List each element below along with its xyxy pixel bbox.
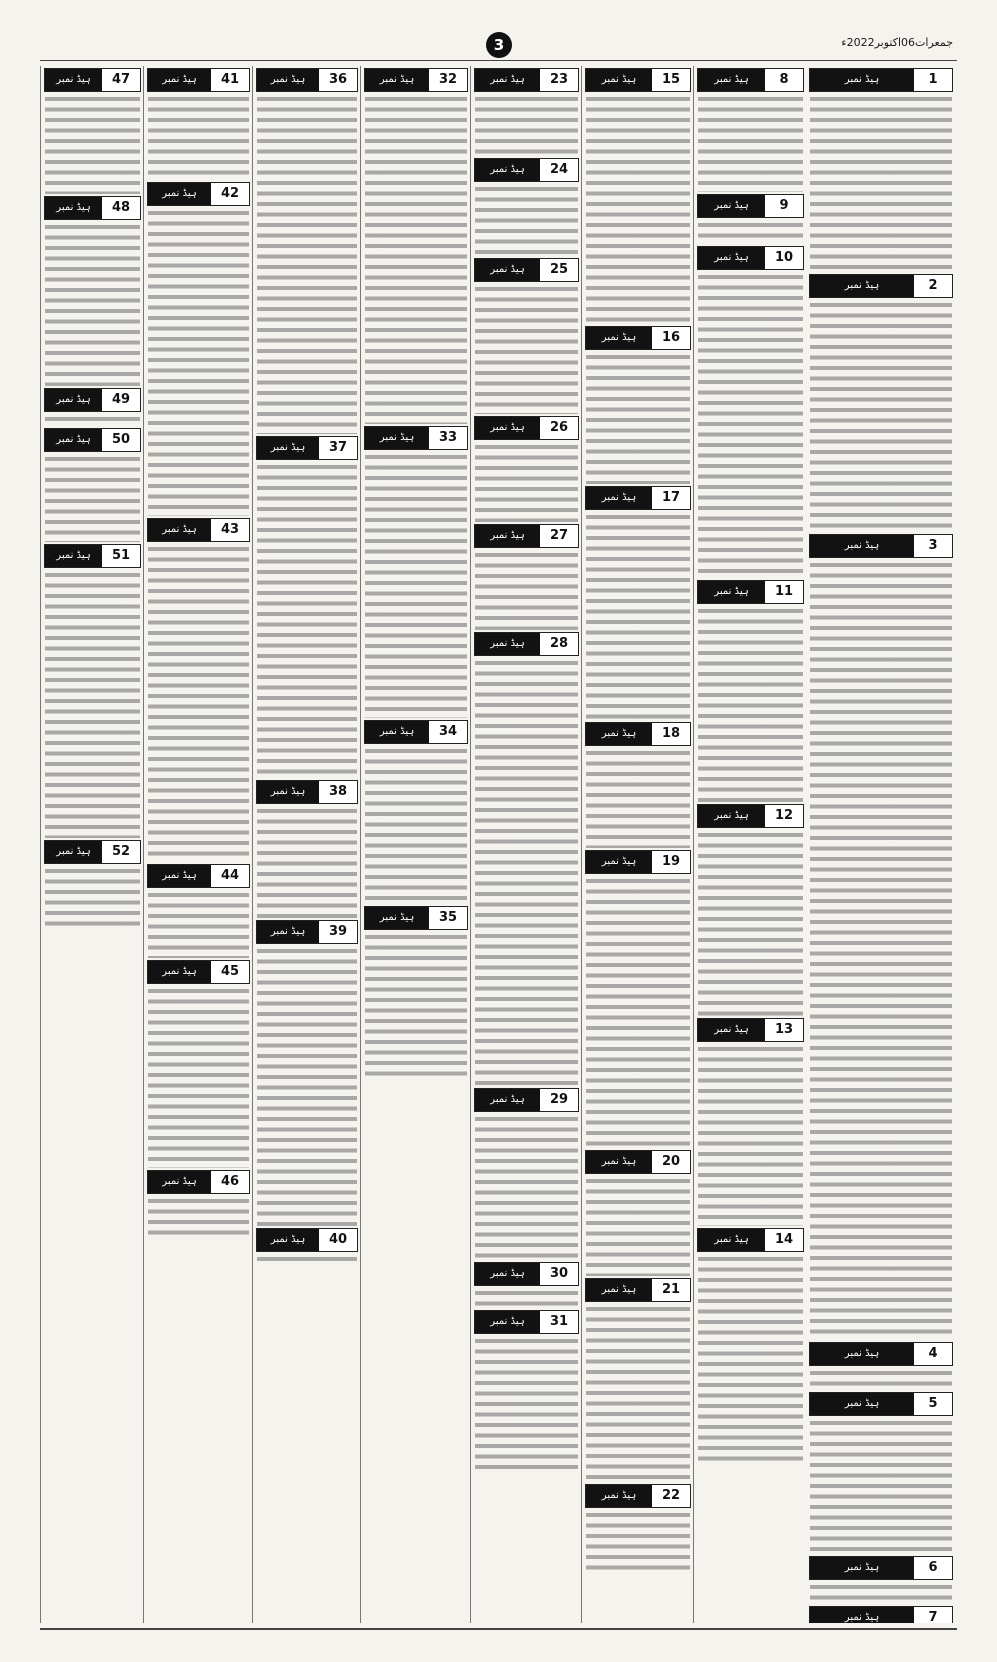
- notice-item: [253, 920, 361, 1226]
- notice-number: 51: [102, 545, 140, 567]
- notice-body-text: [586, 876, 690, 1148]
- notice-header-label: ہیڈ نمبر: [698, 1019, 765, 1041]
- notice-number: 17: [652, 487, 690, 509]
- notice-number: 46: [211, 1171, 249, 1193]
- notice-number: 28: [540, 633, 578, 655]
- notice-number: 6: [914, 1557, 952, 1579]
- notice-header: [474, 158, 579, 182]
- notice-item: [41, 544, 144, 838]
- notice-number: 42: [211, 183, 249, 205]
- notice-item: [144, 68, 253, 180]
- notice-number: 9: [765, 195, 803, 217]
- notice-header-label: ہیڈ نمبر: [810, 1393, 914, 1415]
- notice-header: [147, 182, 250, 206]
- notice-number: 35: [429, 907, 467, 929]
- notice-number: 36: [319, 69, 357, 91]
- notice-body-text: [257, 1254, 357, 1266]
- notice-header-label: ہیڈ نمبر: [45, 69, 102, 91]
- notice-header-label: ہیڈ نمبر: [475, 1263, 540, 1285]
- notice-header-label: ہیڈ نمبر: [365, 69, 429, 91]
- notice-header: [364, 906, 468, 930]
- notice-item: [41, 388, 144, 426]
- notice-number: 4: [914, 1343, 952, 1365]
- notice-item: [806, 68, 956, 272]
- notice-number: 7: [914, 1607, 952, 1623]
- notice-item: [582, 1150, 694, 1276]
- notice-body-text: [365, 452, 467, 718]
- header-rule: [40, 60, 957, 61]
- notice-header: [585, 68, 691, 92]
- notice-body-text: [475, 94, 578, 156]
- notice-body-text: [586, 352, 690, 484]
- notice-item: [361, 720, 471, 904]
- notice-body-text: [257, 946, 357, 1226]
- notice-item: [694, 580, 807, 802]
- notice-number: 23: [540, 69, 578, 91]
- notice-item: [471, 1310, 582, 1474]
- notice-header: [44, 68, 141, 92]
- notice-item: [694, 1228, 807, 1464]
- notice-number: 30: [540, 1263, 578, 1285]
- notice-header-label: ہیڈ نمبر: [586, 1485, 652, 1507]
- notice-header-label: ہیڈ نمبر: [698, 247, 765, 269]
- notice-header: [585, 326, 691, 350]
- column-6: [252, 66, 361, 1623]
- notice-item: [471, 1088, 582, 1260]
- notice-number: 39: [319, 921, 357, 943]
- notice-header-label: ہیڈ نمبر: [586, 487, 652, 509]
- notice-number: 16: [652, 327, 690, 349]
- column-4: [470, 66, 582, 1623]
- notice-number: 11: [765, 581, 803, 603]
- notice-item: [582, 68, 694, 324]
- notice-header-label: ہیڈ نمبر: [586, 1151, 652, 1173]
- notice-number: 3: [914, 535, 952, 557]
- notice-header: [474, 258, 579, 282]
- column-8: [40, 66, 144, 1623]
- notice-number: 41: [211, 69, 249, 91]
- notice-body-text: [148, 208, 249, 516]
- notice-header-label: ہیڈ نمبر: [148, 519, 211, 541]
- notice-body-text: [45, 866, 140, 928]
- notice-number: 52: [102, 841, 140, 863]
- notice-header: [147, 68, 250, 92]
- notice-header-label: ہیڈ نمبر: [698, 69, 765, 91]
- notice-header: [809, 1606, 953, 1623]
- notice-body-text: [148, 986, 249, 1168]
- notice-number: 27: [540, 525, 578, 547]
- notice-number: 13: [765, 1019, 803, 1041]
- notice-header: [364, 426, 468, 450]
- column-2: [693, 66, 807, 1623]
- notice-header-label: ہیڈ نمبر: [45, 429, 102, 451]
- notice-header-label: ہیڈ نمبر: [475, 633, 540, 655]
- notice-item: [144, 960, 253, 1168]
- notice-item: [806, 1342, 956, 1390]
- notice-header-label: ہیڈ نمبر: [586, 851, 652, 873]
- notice-header-label: ہیڈ نمبر: [475, 417, 540, 439]
- notice-item: [471, 258, 582, 414]
- notice-number: 12: [765, 805, 803, 827]
- notice-number: 48: [102, 197, 140, 219]
- notice-header-label: ہیڈ نمبر: [698, 805, 765, 827]
- notice-header: [256, 68, 358, 92]
- notice-header: [809, 274, 953, 298]
- notice-number: 19: [652, 851, 690, 873]
- notice-body-text: [257, 806, 357, 918]
- notice-body-text: [45, 414, 140, 426]
- notice-header: [585, 486, 691, 510]
- notice-header-label: ہیڈ نمبر: [698, 581, 765, 603]
- notice-header-label: ہیڈ نمبر: [365, 907, 429, 929]
- notice-header-label: ہیڈ نمبر: [365, 721, 429, 743]
- notice-header-label: ہیڈ نمبر: [148, 865, 211, 887]
- notice-body-text: [475, 442, 578, 522]
- notice-body-text: [586, 1510, 690, 1570]
- notice-header-label: ہیڈ نمبر: [475, 159, 540, 181]
- notice-number: 18: [652, 723, 690, 745]
- notice-item: [41, 196, 144, 386]
- notice-item: [694, 804, 807, 1016]
- notice-item: [806, 534, 956, 1340]
- notice-body-text: [698, 606, 803, 802]
- notice-item: [471, 632, 582, 1086]
- notice-header-label: ہیڈ نمبر: [257, 781, 319, 803]
- notice-body-text: [148, 1196, 249, 1238]
- notice-header: [585, 1484, 691, 1508]
- notice-header: [585, 722, 691, 746]
- notice-number: 25: [540, 259, 578, 281]
- notice-header-label: ہیڈ نمبر: [257, 921, 319, 943]
- notice-header: [697, 246, 804, 270]
- notice-body-text: [475, 184, 578, 256]
- notice-body-text: [45, 570, 140, 838]
- notice-body-text: [586, 1176, 690, 1276]
- notice-item: [582, 722, 694, 848]
- notice-body-text: [148, 890, 249, 958]
- notice-item: [471, 158, 582, 256]
- notice-number: 37: [319, 437, 357, 459]
- notice-header: [256, 920, 358, 944]
- notice-header-label: ہیڈ نمبر: [45, 841, 102, 863]
- notice-number: 43: [211, 519, 249, 541]
- notice-header: [809, 1556, 953, 1580]
- notice-number: 50: [102, 429, 140, 451]
- notice-header-label: ہیڈ نمبر: [148, 961, 211, 983]
- notice-item: [806, 1556, 956, 1604]
- notice-item: [144, 182, 253, 516]
- notice-number: 2: [914, 275, 952, 297]
- notice-item: [361, 906, 471, 1080]
- notice-number: 34: [429, 721, 467, 743]
- notice-item: [694, 246, 807, 578]
- notice-header: [809, 68, 953, 92]
- notice-header: [44, 196, 141, 220]
- notice-number: 29: [540, 1089, 578, 1111]
- notice-header: [697, 68, 804, 92]
- notice-body-text: [698, 830, 803, 1016]
- column-5: [360, 66, 471, 1623]
- notice-header: [585, 1278, 691, 1302]
- notice-number: 1: [914, 69, 952, 91]
- notice-item: [806, 274, 956, 532]
- notice-item: [694, 1018, 807, 1226]
- notice-body-text: [475, 284, 578, 414]
- notice-number: 5: [914, 1393, 952, 1415]
- notice-item: [253, 780, 361, 918]
- notice-header-label: ہیڈ نمبر: [365, 427, 429, 449]
- notice-number: 49: [102, 389, 140, 411]
- notice-header-label: ہیڈ نمبر: [475, 1089, 540, 1111]
- notice-body-text: [586, 94, 690, 324]
- notice-number: 15: [652, 69, 690, 91]
- notice-header-label: ہیڈ نمبر: [810, 1607, 914, 1623]
- notice-header: [585, 850, 691, 874]
- notice-item: [694, 68, 807, 192]
- notice-body-text: [475, 1336, 578, 1474]
- notice-header: [44, 544, 141, 568]
- notice-body-text: [810, 94, 952, 272]
- notice-item: [582, 850, 694, 1148]
- notice-header: [585, 1150, 691, 1174]
- notice-header-label: ہیڈ نمبر: [810, 1343, 914, 1365]
- notice-body-text: [810, 1368, 952, 1390]
- notice-item: [41, 840, 144, 928]
- notice-header-label: ہیڈ نمبر: [698, 1229, 765, 1251]
- notice-header-label: ہیڈ نمبر: [475, 1311, 540, 1333]
- notice-header: [256, 1228, 358, 1252]
- notice-number: 47: [102, 69, 140, 91]
- notice-header: [147, 1170, 250, 1194]
- notice-number: 40: [319, 1229, 357, 1251]
- notice-header-label: ہیڈ نمبر: [475, 69, 540, 91]
- notice-number: 21: [652, 1279, 690, 1301]
- page-number: 3: [486, 32, 512, 58]
- notice-body-text: [698, 1044, 803, 1226]
- notice-body-text: [698, 220, 803, 244]
- notice-body-text: [810, 300, 952, 532]
- notice-header: [44, 428, 141, 452]
- notice-body-text: [586, 748, 690, 848]
- notice-number: 38: [319, 781, 357, 803]
- column-7: [143, 66, 253, 1623]
- notice-item: [253, 68, 361, 434]
- notice-number: 33: [429, 427, 467, 449]
- notice-header: [474, 68, 579, 92]
- notice-header: [256, 780, 358, 804]
- notice-body-text: [148, 544, 249, 862]
- notice-number: 22: [652, 1485, 690, 1507]
- notice-header-label: ہیڈ نمبر: [475, 259, 540, 281]
- notice-body-text: [586, 1304, 690, 1482]
- notice-header: [44, 840, 141, 864]
- notice-body-text: [365, 94, 467, 424]
- notice-number: 45: [211, 961, 249, 983]
- notice-number: 44: [211, 865, 249, 887]
- notice-header: [147, 864, 250, 888]
- notice-body-text: [148, 94, 249, 180]
- notice-header-label: ہیڈ نمبر: [257, 1229, 319, 1251]
- notice-header-label: ہیڈ نمبر: [810, 275, 914, 297]
- notice-item: [361, 426, 471, 718]
- notice-item: [361, 68, 471, 424]
- notice-header: [809, 534, 953, 558]
- notice-header: [256, 436, 358, 460]
- issue-date: جمعرات06اکتوبر2022ء: [841, 36, 953, 49]
- notice-item: [806, 1606, 956, 1623]
- notice-body-text: [365, 746, 467, 904]
- column-1: [806, 66, 956, 1623]
- notice-header: [474, 1310, 579, 1334]
- notice-header-label: ہیڈ نمبر: [698, 195, 765, 217]
- notice-body-text: [698, 94, 803, 192]
- notice-number: 32: [429, 69, 467, 91]
- notice-body-text: [810, 560, 952, 1340]
- notice-number: 26: [540, 417, 578, 439]
- notice-header: [147, 960, 250, 984]
- notice-header: [809, 1342, 953, 1366]
- notice-item: [694, 194, 807, 244]
- notice-number: 10: [765, 247, 803, 269]
- notice-header-label: ہیڈ نمبر: [148, 1171, 211, 1193]
- notice-header: [474, 632, 579, 656]
- notice-item: [471, 1262, 582, 1308]
- notice-header: [809, 1392, 953, 1416]
- notice-body-text: [45, 454, 140, 542]
- notice-item: [41, 68, 144, 194]
- notice-body-text: [365, 932, 467, 1080]
- notice-header-label: ہیڈ نمبر: [586, 723, 652, 745]
- notice-header: [364, 720, 468, 744]
- notice-body-text: [698, 272, 803, 578]
- notice-header: [474, 416, 579, 440]
- notice-item: [582, 326, 694, 484]
- notice-item: [144, 864, 253, 958]
- notice-header-label: ہیڈ نمبر: [45, 545, 102, 567]
- notice-header: [697, 1018, 804, 1042]
- notice-number: 14: [765, 1229, 803, 1251]
- notice-item: [471, 524, 582, 630]
- notice-item: [471, 416, 582, 522]
- notice-header: [364, 68, 468, 92]
- notice-number: 31: [540, 1311, 578, 1333]
- notice-header: [474, 1088, 579, 1112]
- notice-item: [253, 1228, 361, 1266]
- notice-body-text: [475, 550, 578, 630]
- column-3: [581, 66, 694, 1623]
- notice-item: [253, 436, 361, 778]
- notice-body-text: [475, 1288, 578, 1308]
- notice-body-text: [45, 222, 140, 386]
- notice-header-label: ہیڈ نمبر: [810, 535, 914, 557]
- notice-item: [582, 486, 694, 720]
- notice-header: [474, 1262, 579, 1286]
- notice-body-text: [810, 1582, 952, 1604]
- notice-body-text: [698, 1254, 803, 1464]
- notice-header: [147, 518, 250, 542]
- notice-body-text: [586, 512, 690, 720]
- notice-header-label: ہیڈ نمبر: [257, 437, 319, 459]
- notice-number: 20: [652, 1151, 690, 1173]
- notice-body-text: [810, 1418, 952, 1554]
- notice-item: [806, 1392, 956, 1554]
- notice-header-label: ہیڈ نمبر: [148, 183, 211, 205]
- notice-header-label: ہیڈ نمبر: [475, 525, 540, 547]
- notice-item: [582, 1278, 694, 1482]
- notice-header: [697, 804, 804, 828]
- notice-header-label: ہیڈ نمبر: [810, 69, 914, 91]
- notice-header-label: ہیڈ نمبر: [45, 389, 102, 411]
- notice-header-label: ہیڈ نمبر: [257, 69, 319, 91]
- notice-item: [144, 1170, 253, 1238]
- notice-item: [471, 68, 582, 156]
- notice-body-text: [45, 94, 140, 194]
- notice-header: [697, 1228, 804, 1252]
- notice-header-label: ہیڈ نمبر: [586, 1279, 652, 1301]
- notice-header-label: ہیڈ نمبر: [586, 69, 652, 91]
- notice-header-label: ہیڈ نمبر: [810, 1557, 914, 1579]
- notice-header: [697, 194, 804, 218]
- notice-item: [41, 428, 144, 542]
- notice-header: [474, 524, 579, 548]
- notice-body-text: [475, 658, 578, 1086]
- notice-body-text: [475, 1114, 578, 1260]
- footer-rule: [40, 1628, 957, 1630]
- notice-number: 8: [765, 69, 803, 91]
- notice-header-label: ہیڈ نمبر: [586, 327, 652, 349]
- notice-header-label: ہیڈ نمبر: [148, 69, 211, 91]
- notice-item: [582, 1484, 694, 1570]
- notice-number: 24: [540, 159, 578, 181]
- notice-header-label: ہیڈ نمبر: [45, 197, 102, 219]
- notice-header: [697, 580, 804, 604]
- notice-body-text: [257, 94, 357, 434]
- notice-header: [44, 388, 141, 412]
- notice-item: [144, 518, 253, 862]
- notice-body-text: [257, 462, 357, 778]
